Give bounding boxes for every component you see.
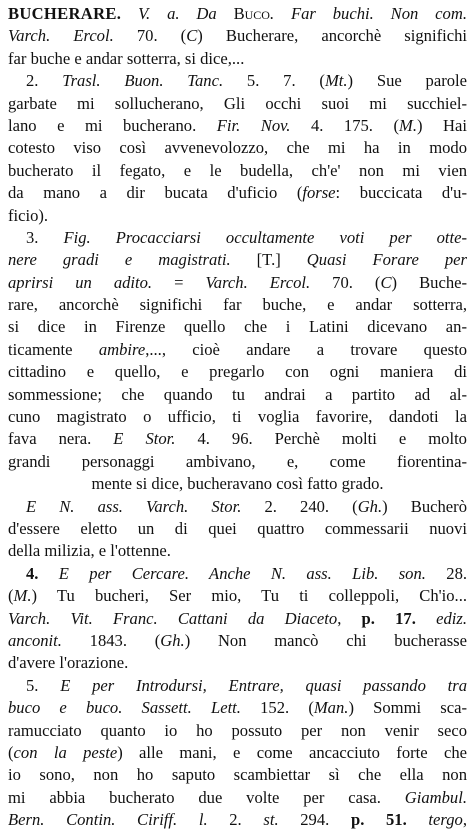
text-run: 2. bbox=[26, 71, 63, 91]
text-run: ) Bucherò bbox=[382, 496, 467, 516]
text-line bbox=[8, 540, 467, 562]
text-run: 70. ( bbox=[113, 26, 187, 46]
text-run bbox=[407, 810, 429, 829]
text-line bbox=[8, 272, 467, 294]
text-run: ficio). bbox=[8, 205, 49, 225]
italic-text: Bern. Contin. Ciriff. l. bbox=[8, 810, 208, 830]
text-run: d'avere l'orazione. bbox=[8, 653, 129, 673]
dictionary-entry-bucherare bbox=[8, 3, 467, 831]
text-run: bucherato il fegato, e le budella, ch'e' non mi vien bbox=[8, 160, 467, 180]
text-run: 294. bbox=[278, 810, 351, 830]
text-run: ticamente bbox=[8, 339, 99, 359]
text-run: 152. ( bbox=[240, 698, 314, 718]
italic-text: M. bbox=[13, 586, 32, 606]
text-run: 4. 175. ( bbox=[290, 115, 399, 135]
text-run: far buche e andar sotterra, si dice,... bbox=[8, 48, 245, 68]
italic-text: buco e buco. Sassett. Lett. bbox=[8, 698, 241, 718]
text-run: , bbox=[462, 810, 467, 830]
text-line bbox=[8, 563, 467, 585]
text-run: cuno magistrato o ufficio, ti voglia favorire, dandoti la bbox=[8, 407, 467, 427]
italic-text: anconit. bbox=[8, 630, 62, 650]
text-run: ) Sommi sca- bbox=[348, 698, 467, 718]
italic-text: ediz. bbox=[436, 608, 467, 628]
text-run: ( bbox=[8, 586, 14, 606]
text-run: da mano a dir bucata d'uficio ( bbox=[8, 183, 303, 203]
text-run: ) Hai bbox=[416, 115, 467, 135]
text-run bbox=[416, 609, 436, 628]
text-run: : buccicata d'u- bbox=[335, 183, 467, 203]
italic-text: Gh. bbox=[357, 496, 383, 516]
text-line bbox=[8, 787, 467, 809]
text-run: ) Tu bucheri, Ser mio, Tu ti colleppoli, Ch'io... bbox=[31, 586, 467, 606]
bold-text: p. 17. bbox=[361, 608, 416, 628]
italic-text: V. a. Da bbox=[138, 4, 234, 23]
text-run: ) Sue parole bbox=[347, 71, 467, 91]
italic-text: nere gradi e magistrati. bbox=[8, 250, 231, 270]
text-run: ,..., cioè andare a trovare questo bbox=[145, 339, 467, 359]
italic-text: C bbox=[380, 272, 392, 292]
text-run: 2. bbox=[207, 810, 264, 830]
text-run: ) Non mancò chi bucherasse bbox=[184, 630, 467, 650]
text-run: ) Buche- bbox=[391, 272, 467, 292]
italic-text: E Stor. bbox=[113, 429, 176, 449]
text-run: 4. 96. Perchè molti e molto bbox=[175, 429, 467, 449]
italic-text: Trasl. Buon. Tanc. bbox=[62, 71, 224, 91]
italic-text: st. bbox=[263, 810, 279, 830]
text-line bbox=[8, 675, 467, 697]
text-line bbox=[8, 742, 467, 764]
text-line bbox=[8, 316, 467, 338]
text-run: ramucciato quanto io ho possuto per non venir seco bbox=[8, 720, 467, 740]
text-line bbox=[8, 697, 467, 719]
italic-text: Gh. bbox=[160, 630, 185, 650]
italic-text: Fig. Procacciarsi occultamente voti per otte- bbox=[63, 227, 467, 247]
text-run: ( bbox=[8, 742, 14, 762]
text-line bbox=[8, 764, 467, 786]
text-run: d'essere eletto un di quei quattro commessarii nuovi bbox=[8, 518, 467, 538]
italic-text: E N. ass. Varch. Stor. bbox=[26, 496, 242, 516]
text-run: garbate mi sollucherano, Gli occhi suoi mi succhiel- bbox=[8, 93, 467, 113]
italic-text: Man. bbox=[313, 698, 349, 718]
italic-text: C bbox=[186, 26, 198, 46]
text-line bbox=[8, 115, 467, 137]
italic-text: Varch. Ercol. bbox=[8, 26, 114, 46]
text-run: io sono, non ho saputo scambiettar sì che ella non bbox=[8, 765, 467, 785]
text-run: , bbox=[337, 608, 362, 628]
text-line bbox=[8, 137, 467, 159]
bold-text: 4. bbox=[26, 563, 59, 583]
text-run: cotesto viso così avvenevolozzo, che mi ha in modo bbox=[8, 138, 467, 158]
italic-text: Varch. Ercol. bbox=[205, 272, 311, 292]
text-run: 5. bbox=[26, 675, 61, 695]
text-run: mi abbia bucherato due volte per casa. bbox=[8, 787, 405, 807]
italic-text: M. bbox=[399, 115, 417, 135]
small-caps-text: Buco bbox=[233, 4, 270, 23]
italic-text: E per Introdursi, Entrare, quasi passando tra bbox=[60, 675, 467, 695]
text-run: lano e mi bucherano. bbox=[8, 115, 217, 135]
text-run: 5. 7. ( bbox=[223, 71, 325, 91]
text-line bbox=[8, 473, 467, 495]
text-line bbox=[8, 406, 467, 428]
text-run: della milizia, e l'ottenne. bbox=[8, 541, 171, 561]
italic-text: aprirsi un adito. bbox=[8, 272, 153, 292]
text-run: ) Bucherare, ancorchè significhi bbox=[197, 26, 467, 46]
text-line bbox=[8, 70, 467, 92]
text-line bbox=[8, 608, 467, 630]
text-line bbox=[8, 630, 467, 652]
text-line bbox=[8, 809, 467, 831]
text-line bbox=[8, 294, 467, 316]
text-run: 2. 240. ( bbox=[241, 496, 358, 516]
text-line bbox=[8, 93, 467, 115]
text-line bbox=[8, 384, 467, 406]
text-line bbox=[8, 25, 467, 47]
text-line bbox=[8, 339, 467, 361]
italic-text: Quasi Forare per bbox=[306, 250, 467, 270]
text-run: cittadino e quello, e pregarlo con ogni maniera di bbox=[8, 362, 467, 382]
text-line bbox=[8, 249, 467, 271]
italic-text: con la peste bbox=[13, 742, 118, 762]
text-run: 1843. ( bbox=[61, 630, 161, 650]
text-run: 3. bbox=[26, 227, 64, 247]
text-line bbox=[8, 585, 467, 607]
bold-text: p. 51. bbox=[350, 810, 407, 830]
text-run: 28. bbox=[425, 563, 467, 583]
text-run: mente si dice, bucheravano così fatto grado. bbox=[91, 474, 384, 494]
text-line bbox=[8, 182, 467, 204]
text-run: fava nera. bbox=[8, 429, 114, 449]
italic-text: . Far buchi. Non com. bbox=[269, 4, 467, 23]
text-line bbox=[8, 451, 467, 473]
text-run: grandi personaggi ambivano, e, come fiorentina- bbox=[8, 451, 467, 471]
italic-text: Mt. bbox=[324, 71, 348, 91]
text-line bbox=[8, 227, 467, 249]
text-line bbox=[8, 205, 467, 227]
text-line bbox=[8, 3, 467, 25]
text-line bbox=[8, 428, 467, 450]
italic-text: E per Cercare. Anche N. ass. Lib. son. bbox=[58, 563, 426, 583]
text-line bbox=[8, 361, 467, 383]
italic-text: Varch. Vit. Franc. Cattani da Diaceto bbox=[8, 608, 338, 628]
text-run: si dice in Firenze quello che i Latini dicevano an- bbox=[8, 317, 467, 337]
text-run: = bbox=[152, 272, 206, 292]
text-run: 70. ( bbox=[310, 272, 381, 292]
text-line bbox=[8, 48, 467, 70]
text-line bbox=[8, 160, 467, 182]
italic-text: Fir. Nov. bbox=[216, 115, 291, 135]
text-run: [T.] bbox=[230, 250, 307, 270]
italic-text: tergo bbox=[428, 810, 463, 830]
text-run: rare, ancorchè significhi far buche, e andar sotterra, bbox=[8, 295, 467, 315]
text-line bbox=[8, 496, 467, 518]
headword: BUCHERARE. bbox=[8, 4, 122, 23]
italic-text: forse bbox=[302, 183, 336, 203]
text-run bbox=[121, 4, 138, 23]
text-line bbox=[8, 720, 467, 742]
italic-text: ambire bbox=[98, 339, 146, 359]
text-run: ) alle mani, e come ancacciuto forte che bbox=[117, 742, 467, 762]
italic-text: Giambul. bbox=[404, 787, 467, 807]
text-line bbox=[8, 652, 467, 674]
text-run: sommessione; che quando tu andrai a partito ad al- bbox=[8, 384, 467, 404]
text-line bbox=[8, 518, 467, 540]
